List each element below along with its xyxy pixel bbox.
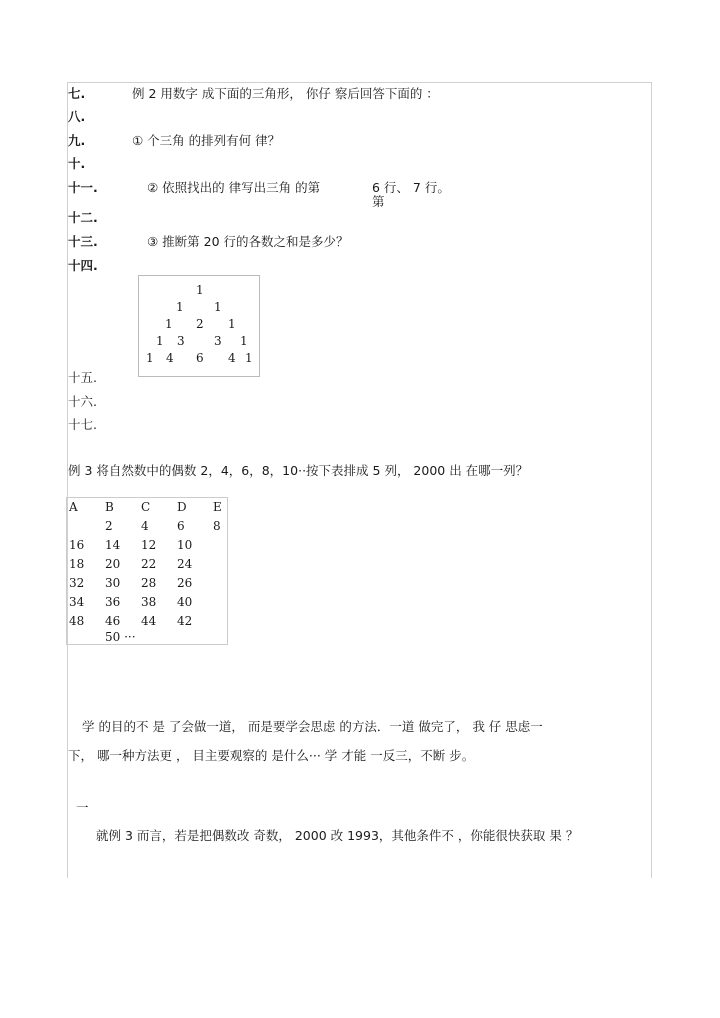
table-cell: 30	[105, 576, 121, 590]
table-cell: 20	[105, 557, 121, 571]
table-header: D	[177, 500, 187, 514]
table-cell: 32	[69, 576, 85, 590]
example2-question-3: ③ 推断第 20 行的各数之和是多少？	[147, 234, 349, 249]
table-cell: 42	[177, 614, 193, 628]
triangle-cell: 1	[156, 334, 164, 348]
heading-15: 十五.	[68, 370, 97, 385]
heading-13: 十三.	[68, 234, 98, 249]
table-header: B	[105, 500, 114, 514]
triangle-cell: 1	[214, 300, 222, 314]
commentary-line-2: 下， 哪一种方法更 ， 目主要观察的 是什么··· 学 才能 一反三，不断 步。	[68, 748, 475, 763]
triangle-cell: 3	[214, 334, 222, 348]
triangle-cell: 1	[165, 317, 173, 331]
table-cell: 12	[141, 538, 157, 552]
heading-17: 十七.	[68, 417, 97, 432]
triangle-cell: 1	[240, 334, 248, 348]
table-cell: 16	[69, 538, 85, 552]
table-cell: 6	[177, 519, 185, 533]
example2-question-2-di: 第	[372, 194, 385, 209]
table-cell: 10	[177, 538, 193, 552]
example2-question-2-rows: 6 行、 7 行。	[372, 180, 450, 195]
section-one-label: 一	[76, 800, 89, 815]
table-cell: 36	[105, 595, 121, 609]
heading-9: 九.	[68, 133, 86, 148]
heading-12: 十二.	[68, 210, 98, 225]
table-cell: 40	[177, 595, 193, 609]
triangle-cell: 3	[177, 334, 185, 348]
table-cell: 46	[105, 614, 121, 628]
triangle-cell: 1	[176, 300, 184, 314]
table-cell: 18	[69, 557, 85, 571]
heading-14: 十四.	[68, 258, 98, 273]
table-cell: 44	[141, 614, 157, 628]
section-one-text: 就例 3 而言，若是把偶数改 奇数， 2000 改 1993，其他条件不 ，你能很快获取 果 ？	[96, 828, 579, 843]
heading-7: 七.	[68, 86, 86, 101]
table-cell: 2	[105, 519, 113, 533]
table-cell: 38	[141, 595, 157, 609]
heading-8: 八.	[68, 109, 86, 124]
triangle-cell: 1	[228, 317, 236, 331]
example2-question-2: ② 依照找出的 律写出三角 的第	[147, 180, 321, 195]
example2-question-1: ① 个三角 的排列有何 律？	[132, 133, 281, 148]
page-border-top	[67, 82, 651, 83]
page-border-right	[651, 82, 652, 878]
table-cell: 26	[177, 576, 193, 590]
table-cell: 4	[141, 519, 149, 533]
example2-intro: 例 2 用数字 成下面的三角形， 你仔 察后回答下面的 ：	[132, 86, 439, 101]
triangle-cell: 4	[228, 351, 236, 365]
heading-16: 十六.	[68, 394, 97, 409]
table-header: A	[69, 500, 78, 514]
example3-intro: 例 3 将自然数中的偶数 2，4，6，8，10··按下表排成 5 列， 2000 出 在哪一列？	[68, 463, 529, 478]
triangle-cell: 4	[166, 351, 174, 365]
table-cell: 50 ···	[105, 630, 136, 644]
table-header: E	[213, 500, 222, 514]
commentary-line-1: 学 的目的不 是 了会做一道， 而是要学会思虑 的方法．一道 做完了， 我 仔 思虑一	[82, 719, 543, 734]
table-cell: 24	[177, 557, 193, 571]
table-cell: 48	[69, 614, 85, 628]
heading-11: 十一.	[68, 180, 98, 195]
triangle-cell: 1	[245, 351, 253, 365]
heading-10: 十.	[68, 156, 86, 171]
triangle-cell: 2	[196, 317, 204, 331]
triangle-cell: 1	[196, 283, 204, 297]
table-cell: 22	[141, 557, 157, 571]
table-header: C	[141, 500, 151, 514]
table-cell: 14	[105, 538, 121, 552]
table-cell: 8	[213, 519, 221, 533]
triangle-cell: 6	[196, 351, 204, 365]
table-cell: 28	[141, 576, 157, 590]
table-cell: 34	[69, 595, 85, 609]
triangle-cell: 1	[146, 351, 154, 365]
